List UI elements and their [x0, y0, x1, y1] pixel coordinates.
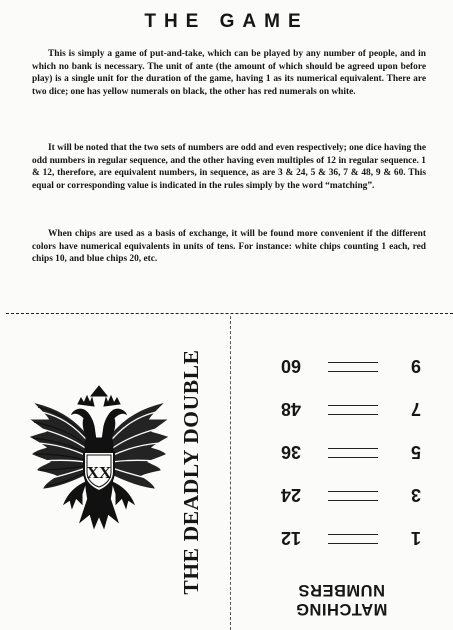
paragraph-matching [32, 142, 426, 192]
even-number: 36 [280, 442, 301, 462]
equals-sign [328, 405, 378, 415]
matching-pair [230, 483, 453, 507]
equals-sign [328, 491, 378, 501]
page-title: THE GAME [144, 11, 309, 32]
equals-sign [328, 448, 378, 458]
paragraph-intro [32, 48, 426, 98]
matching-heading-line1: MATCHING [295, 600, 388, 618]
card-vertical-title: THE DEADLY DOUBLE [179, 349, 203, 595]
even-number: 48 [280, 399, 301, 419]
emblem-text: XX [86, 463, 112, 482]
matching-numbers-panel [230, 316, 453, 630]
paragraph-text: This is simply a game of put-and-take, which can be played by any number of people, and in which no bank is necessary. The unit of ante (the amount of which should be agreed upon before play) is a single unit for the duration of the game, having 1 as its numerical equivalent. There are two dice; one has yellow numerals on black, the other has red numerals on white. [32, 49, 426, 97]
cut-line-divider [6, 313, 453, 314]
odd-number: 9 [410, 356, 421, 376]
matching-heading [230, 580, 453, 618]
even-number: 12 [280, 528, 301, 548]
odd-number: 5 [410, 442, 421, 462]
paragraph-chips [32, 228, 426, 266]
matching-pair [230, 440, 453, 464]
double-eagle-emblem-icon [30, 382, 168, 532]
matching-pair [230, 397, 453, 421]
even-number: 60 [280, 356, 301, 376]
paragraph-text: When chips are used as a basis of exchange, it will be found more convenient if the different colors have numerical equivalents in units of tens. For instance: white chips counting 1 each, red chips 10, and blue chips 20, etc. [32, 229, 426, 265]
paragraph-text: It will be noted that the two sets of numbers are odd and even respectively; one dice having the odd numbers in regular sequence, and the other having even multiples of 12 in regular sequence. 1 & 12, therefore, are equivalent numbers, in sequence, as are 3 & 24, 5 & 36, 7 & 48, 9 & 60. This equal or corresponding value is indicated in the rules simply by the word “matching”. [32, 143, 426, 191]
matching-pair [230, 354, 453, 378]
equals-sign [328, 534, 378, 544]
even-number: 24 [280, 485, 301, 505]
odd-number: 3 [410, 485, 421, 505]
odd-number: 1 [410, 528, 421, 548]
odd-number: 7 [410, 399, 421, 419]
matching-pair [230, 526, 453, 550]
equals-sign [328, 362, 378, 372]
matching-heading-line2: NUMBERS [298, 581, 385, 599]
